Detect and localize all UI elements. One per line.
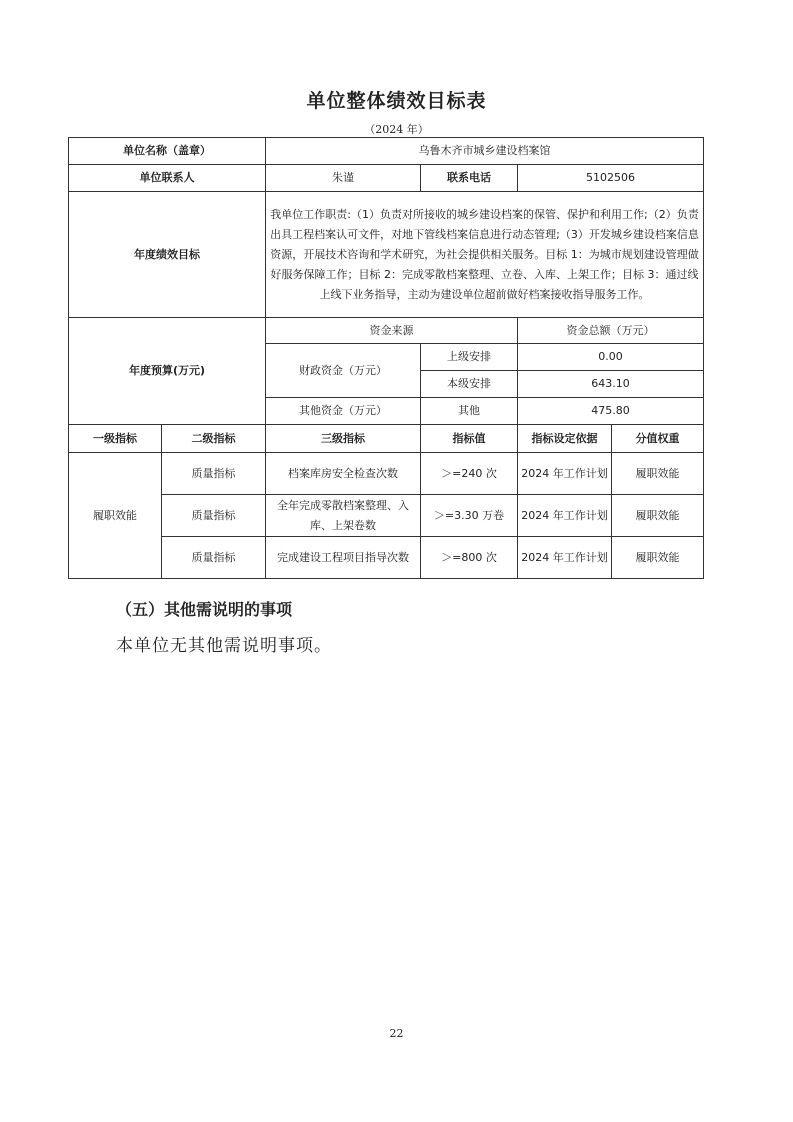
level3-indicator: 完成建设工程项目指导次数 [266, 537, 421, 579]
indicator-basis: 2024 年工作计划 [518, 453, 612, 495]
indicator-basis: 2024 年工作计划 [518, 537, 612, 579]
contact-label: 单位联系人 [69, 165, 266, 192]
indicator-basis: 2024 年工作计划 [518, 495, 612, 537]
phone-value: 5102506 [518, 165, 704, 192]
other-fund-amount: 475.80 [518, 398, 704, 425]
fiscal-fund-label: 财政资金（万元） [266, 344, 421, 398]
indicator-weight: 履职效能 [612, 537, 704, 579]
indicator-value: ＞=240 次 [421, 453, 518, 495]
year-label: （2024 年） [364, 123, 429, 136]
phone-label: 联系电话 [421, 165, 518, 192]
indicator-weight: 履职效能 [612, 495, 704, 537]
budget-label: 年度预算(万元) [69, 318, 266, 425]
header-weight: 分值权重 [612, 425, 704, 453]
level2-indicator: 质量指标 [162, 495, 266, 537]
fund-source-header: 资金来源 [266, 318, 518, 344]
unit-name-label: 单位名称（盖章） [69, 138, 266, 165]
header-basis: 指标设定依据 [518, 425, 612, 453]
level1-indicator: 履职效能 [69, 453, 162, 579]
performance-table [68, 137, 704, 579]
header-value: 指标值 [421, 425, 518, 453]
level3-indicator: 档案库房安全检查次数 [266, 453, 421, 495]
level3-indicator: 全年完成零散档案整理、入库、上架卷数 [266, 495, 421, 537]
other-fund-name: 其他 [421, 398, 518, 425]
fund-row-amount: 0.00 [518, 344, 704, 371]
page-number: 22 [389, 1027, 404, 1040]
fund-row-amount: 643.10 [518, 371, 704, 398]
level2-indicator: 质量指标 [162, 453, 266, 495]
level2-indicator: 质量指标 [162, 537, 266, 579]
other-fund-label: 其他资金（万元） [266, 398, 421, 425]
section-text: 本单位无其他需说明事项。 [116, 636, 332, 656]
document-title: 单位整体绩效目标表 [306, 90, 487, 112]
goal-label: 年度绩效目标 [69, 192, 266, 318]
unit-name-value: 乌鲁木齐市城乡建设档案馆 [266, 138, 704, 165]
indicator-value: ＞=800 次 [421, 537, 518, 579]
header-level3: 三级指标 [266, 425, 421, 453]
section-heading: （五）其他需说明的事项 [116, 600, 293, 619]
contact-value: 朱谨 [266, 165, 421, 192]
fund-total-header: 资金总额（万元） [518, 318, 704, 344]
header-level2: 二级指标 [162, 425, 266, 453]
indicator-value: ＞=3.30 万卷 [421, 495, 518, 537]
header-level1: 一级指标 [69, 425, 162, 453]
indicator-weight: 履职效能 [612, 453, 704, 495]
goal-text: 我单位工作职责:（1）负责对所接收的城乡建设档案的保管、保护和利用工作;（2）负责出具工程档案认可文件，对地下管线档案信息进行动态管理;（3）开发城乡建设档案信息资源，开展技术咨询和学术研究，为社会提供相关服务。目标 1：为城市规划建设管理做好服务保障工作；目标 2：完成零散档案整理、立卷、入库、上架工作；目标 3：通过线上线下业务指导，主动为建设单位超前做好档案接收指导服务工作。 [266, 192, 704, 318]
fund-row-name: 本级安排 [421, 371, 518, 398]
fund-row-name: 上级安排 [421, 344, 518, 371]
